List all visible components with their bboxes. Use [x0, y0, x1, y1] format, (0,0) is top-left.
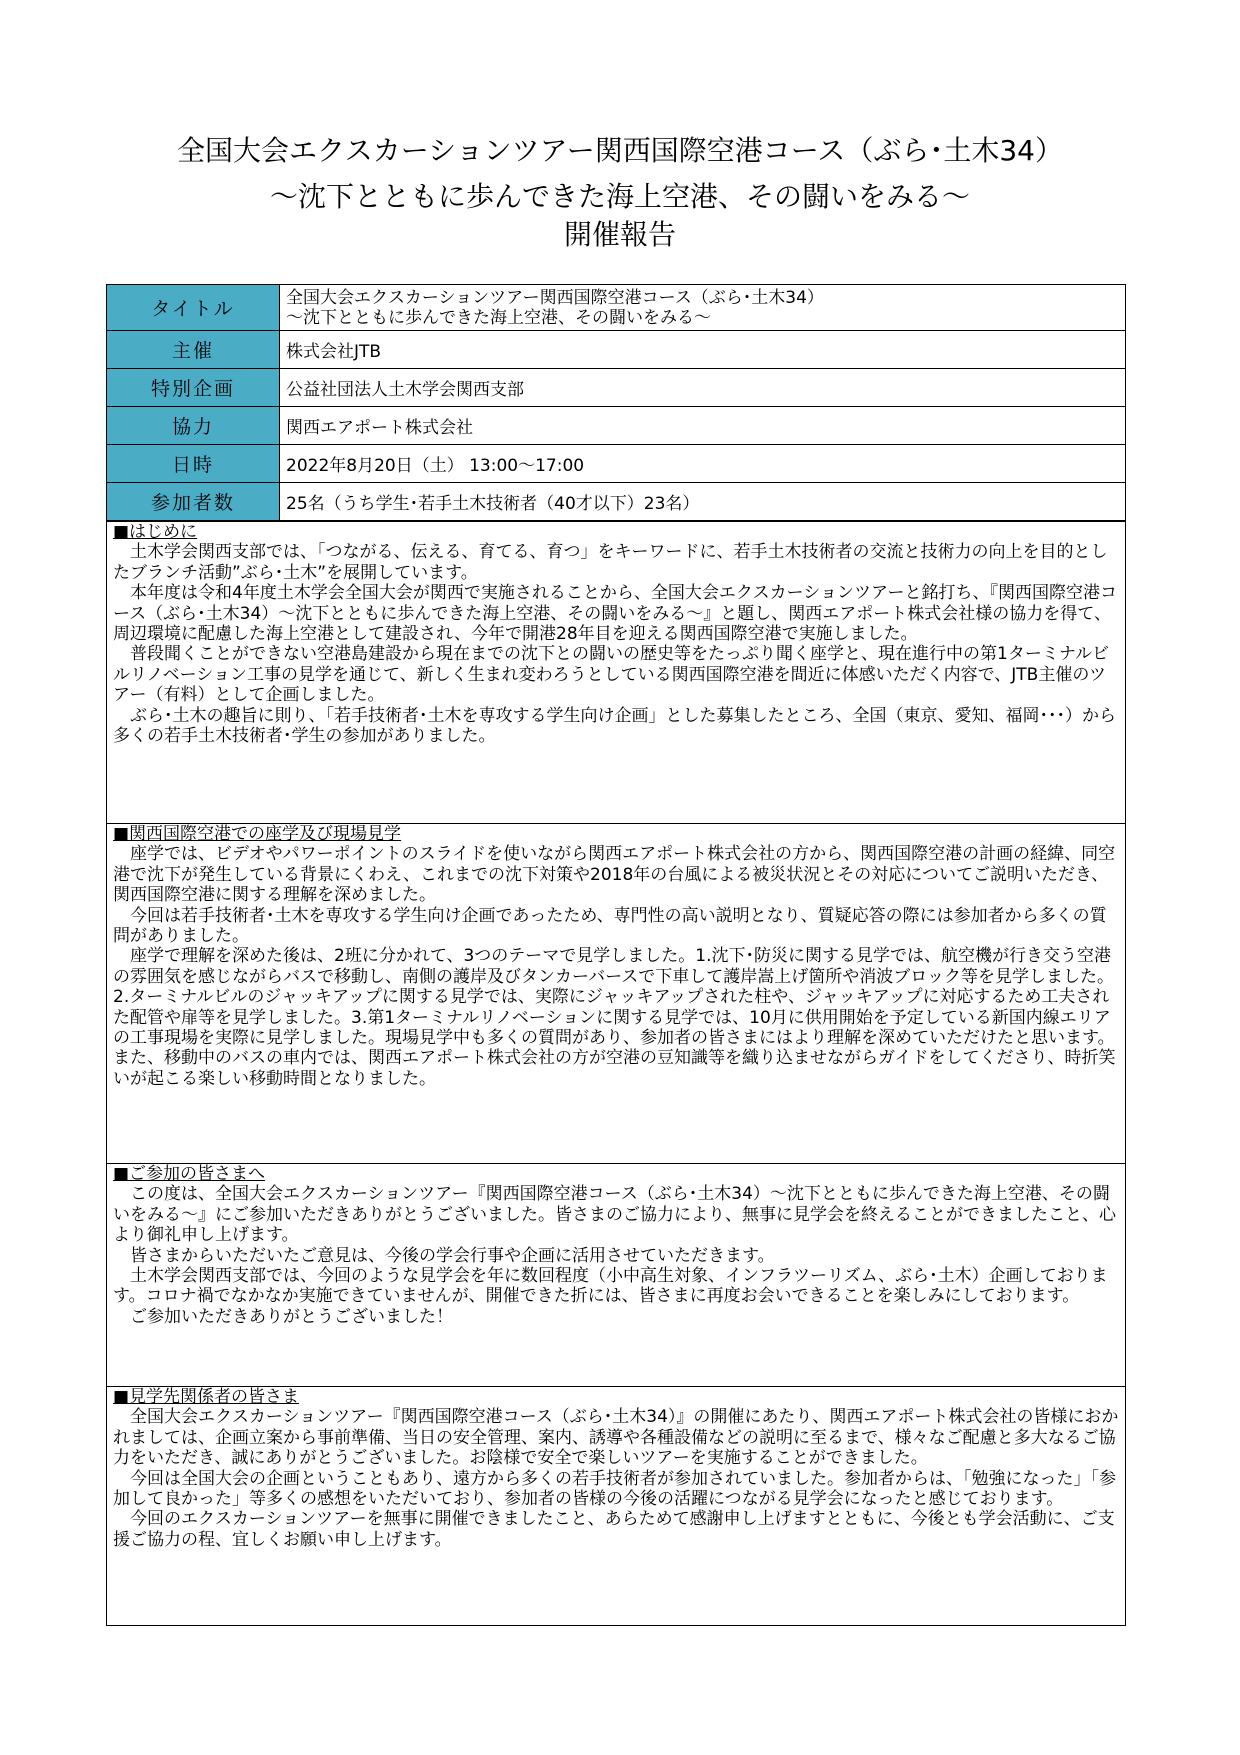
section-heading: ■関西国際空港での座学及び現場見学 [113, 824, 402, 844]
info-row-special [107, 369, 1126, 407]
info-value: 2022年8月20日（土） 13:00～17:00 [280, 445, 1126, 483]
section-paragraph: 土木学会関西支部では、「つながる、伝える、育てる、育つ」をキーワードに、若手土木技術者の交流と技術力の向上を目的としたブランチ活動”ぶら･土木”を展開しています。 [113, 542, 1108, 583]
info-label: 協力 [107, 407, 280, 445]
info-label: 主催 [107, 331, 280, 369]
info-value-line: 全国大会エクスカーションツアー関西国際空港コース（ぶら･土木34） [286, 287, 824, 308]
section-paragraph: 土木学会関西支部では、今回のような見学会を年に数回程度（小中高生対象、インフラツーリズム、ぶら･土木）企画しております。コロナ禍でなかなか実施できていませんが、開催できた折には、皆さまに再度お会いできることを楽しみにしております。 [113, 1266, 1108, 1307]
section-paragraph: 今回は全国大会の企画ということもあり、遠方から多くの若手技術者が参加されていました。参加者からは、「勉強になった」「参加して良かった」等多くの感想をいただいており、参加者の皆様の今後の活躍につながる見学会になったと感じております。 [113, 1468, 1116, 1510]
info-value: 関西エアポート株式会社 [280, 407, 1126, 445]
section-paragraph: 座学で理解を深めた後は、2班に分かれて、3つのテーマで見学しました。1.沈下･防災に関する見学では、航空機が行き交う空港の雰囲気を感じながらバスで移動し、南側の護岸及びタンカーバースで下車して護岸嵩上げ箇所や消波ブロック等を見学しました。2.ターミナルビルのジャッキアップに関する見学では、実際にジャッキアップされた柱や、ジャッキアップに対応するため工夫された配管や扉等を見学しました。3.第1ターミナルリノベーションに関する見学では、10月に供用開始を予定している新国内線エリアの工事現場を実際に見学しました。現場見学中も多くの質問があり、参加者の皆さまにはより理解を深めていただけたと思います。また、移動中のバスの車内では、関西エアポート株式会社の方が空港の豆知識等を織り込ませながらガイドをしてくださり、時折笑いが起こる楽しい移動時間となりました。 [113, 946, 1116, 1089]
section-lecture-site-visit [106, 824, 1126, 1164]
section-heading: ■はじめに [113, 522, 198, 542]
info-label: 日時 [107, 445, 280, 483]
section-paragraph: ご参加いただきありがとうございました！ [130, 1306, 453, 1327]
info-row-datetime [107, 445, 1126, 483]
info-row-organizer [107, 331, 1126, 369]
section-paragraph: この度は、全国大会エクスカーションツアー『関西国際空港コース（ぶら･土木34）～沈下とともに歩んできた海上空港、その闘いをみる～』にご参加いただきありがとうございました。皆さまのご協力により、無事に見学会を終えることができましたこと、心より御礼申し上げます。 [113, 1184, 1116, 1246]
section-paragraph: ぶら･土木の趣旨に則り、「若手技術者･土木を専攻する学生向け企画」とした募集したところ、全国（東京、愛知、福岡･･･）から多くの若手土木技術者･学生の参加がありました。 [113, 705, 1116, 747]
info-value-line: ～沈下とともに歩んできた海上空港、その闘いをみる～ [286, 307, 711, 328]
section-heading: ■見学先関係者の皆さま [113, 1387, 300, 1407]
section-paragraph: 普段聞くことができない空港島建設から現在までの沈下との闘いの歴史等をたっぷり聞く座学と、現在進行中の第1ターミナルビルリノベーション工事の見学を通じて、新しく生まれ変わろうとしている関西国際空港を間近に体感いただく内容で、JTB主催のツアー（有料）として企画しました。 [113, 644, 1109, 706]
report-label: 開催報告 [563, 218, 676, 251]
section-paragraph: 本年度は令和4年度土木学会全国大会が関西で実施されることから、全国大会エクスカーションツアーと銘打ち、『関西国際空港コース（ぶら･土木34）～沈下とともに歩んできた海上空港、その闘いをみる～』と題し、関西エアポート株式会社様の協力を得て、周辺環境に配慮した海上空港として建設され、今年で開港28年目を迎える関西国際空港で実施しました。 [113, 583, 1117, 645]
info-label: 参加者数 [107, 483, 280, 521]
section-paragraph: 今回のエクスカーションツアーを無事に開催できましたこと、あらためて感謝申し上げますとともに、今後とも学会活動に、ご支援ご協力の程、宜しくお願い申し上げます。 [113, 1509, 1115, 1550]
info-row-cooperation [107, 407, 1126, 445]
info-value: 25名（うち学生･若手土木技術者（40才以下）23名） [280, 483, 1126, 521]
info-value [280, 285, 1126, 331]
info-label: 特別企画 [107, 369, 280, 407]
section-paragraph: 皆さまからいただいたご意見は、今後の学会行事や企画に活用させていただきます。 [130, 1245, 775, 1266]
section-paragraph: 全国大会エクスカーションツアー『関西国際空港コース（ぶら･土木34）』の開催にあたり、関西エアポート株式会社の皆様におかれましては、企画立案から事前準備、当日の安全管理、案内、誘導や各種設備などの説明に至るまで、様々なご配慮と多大なるご協力をいただき、誠にありがとうございました。お陰様で安全で楽しいツアーを実施することができました。 [113, 1407, 1119, 1469]
event-info-table [106, 284, 1126, 521]
section-to-participants [106, 1164, 1126, 1387]
section-to-hosts [106, 1387, 1126, 1626]
info-label: タイトル [107, 285, 280, 331]
page-subtitle: ～沈下とともに歩んできた海上空港、その闘いをみる～ [269, 180, 970, 213]
page-title: 全国大会エクスカーションツアー関西国際空港コース（ぶら･土木34） [177, 134, 1063, 167]
info-value: 公益社団法人土木学会関西支部 [280, 369, 1126, 407]
section-paragraph: 座学では、ビデオやパワーポイントのスライドを使いながら関西エアポート株式会社の方から、関西国際空港の計画の経緯、同空港で沈下が発生している背景にくわえ、これまでの沈下対策や2018年の台風による被災状況とその対応についてご説明いただき、関西国際空港に関する理解を深めました。 [113, 844, 1116, 906]
section-paragraph: 今回は若手技術者･土木を専攻する学生向け企画であったため、専門性の高い説明となり、質疑応答の際には参加者から多くの質問がありました。 [113, 905, 1107, 947]
info-row-participants [107, 483, 1126, 521]
section-introduction [106, 521, 1126, 824]
section-heading: ■ご参加の皆さまへ [113, 1164, 266, 1184]
info-value: 株式会社JTB [280, 331, 1126, 369]
info-row-title [107, 285, 1126, 331]
